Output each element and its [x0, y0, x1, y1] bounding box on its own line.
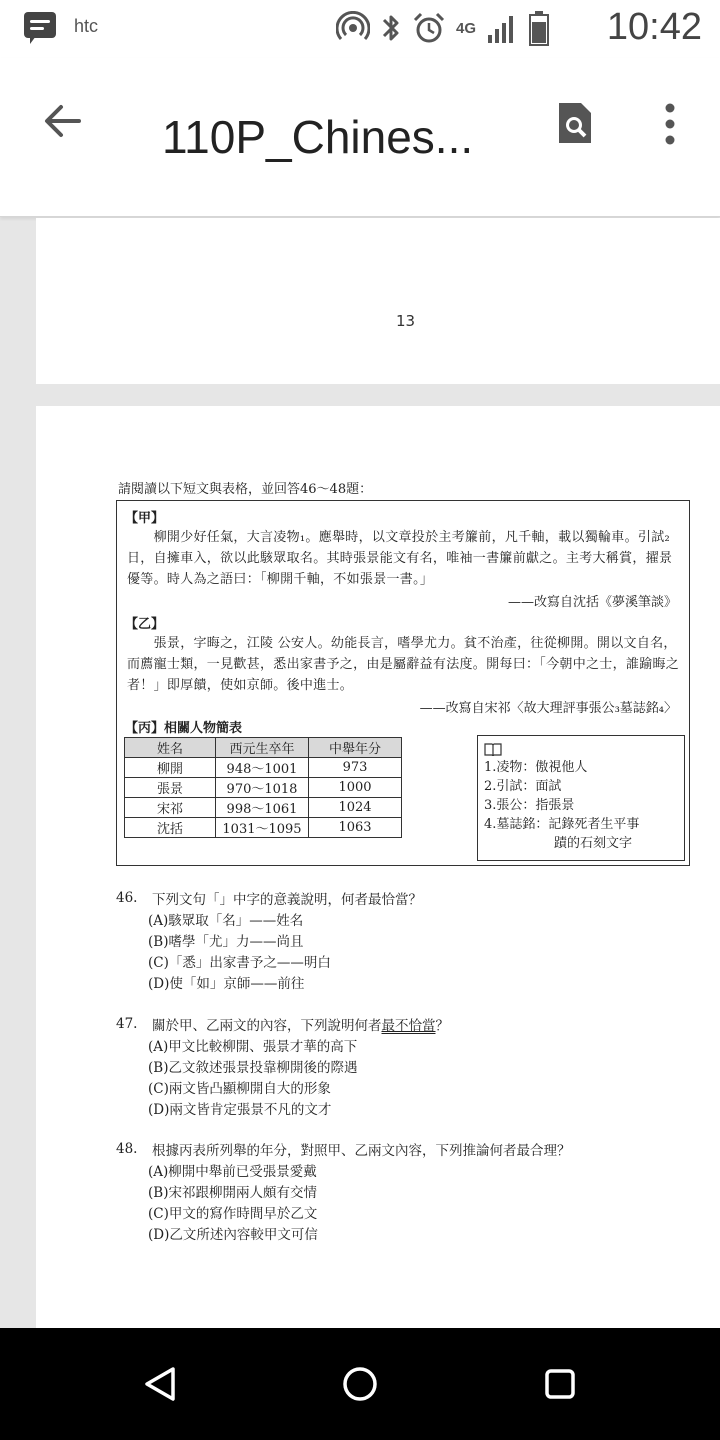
table-row — [125, 758, 402, 778]
instruction-text: 請閱讀以下短文與表格，並回答46～48題： — [118, 482, 373, 497]
note-item: 蹟的石刻文字 — [554, 836, 633, 851]
signal-icon — [486, 11, 518, 45]
back-arrow-icon[interactable] — [36, 94, 90, 148]
option-a: (A)甲文比較柳開、張景才華的高下 — [148, 1039, 358, 1055]
table-row — [125, 778, 402, 798]
option-c: (C)兩文皆凸顯柳開自大的形象 — [148, 1081, 331, 1097]
navigation-bar — [0, 1328, 720, 1440]
section-b-header: 【乙】 — [125, 617, 165, 632]
table-cell: 張景 — [125, 778, 216, 798]
page-number: 13 — [396, 312, 416, 330]
note-item: 3.張公：指張景 — [484, 798, 575, 813]
question-46 — [116, 890, 422, 995]
section-b-paragraph: 張景，字晦之，江陵 公安人。幼能長言，嗜學尤力。貧不治產，往從柳開。開以文自名，而薦寵士類，一見歡甚，悉出家書予之，由是屬辭益有法度。開每曰：「今朝中之士，誰踰晦之者！」即厚饋，使如京師。後中進士。 — [127, 636, 680, 693]
question-text: 根據丙表所列舉的年分，對照甲、乙兩文內容，下列推論何者最合理？ — [152, 1143, 571, 1159]
option-b: (B)宋祁跟柳開兩人頗有交情 — [148, 1185, 317, 1201]
option-b: (B)乙文敘述張景投靠柳開後的際遇 — [148, 1060, 358, 1076]
table-cell: 1000 — [309, 778, 402, 798]
more-vert-icon[interactable] — [648, 94, 692, 154]
recents-square-icon[interactable] — [536, 1360, 584, 1408]
table-row — [125, 818, 402, 838]
table-cell: 1031～1095 — [216, 818, 309, 838]
hotspot-icon — [336, 11, 370, 45]
reading-passage-box — [116, 500, 690, 866]
battery-icon — [528, 10, 550, 46]
note-item: 1.凌物：傲視他人 — [484, 760, 588, 775]
emphasis-text: 最不恰當 — [381, 1018, 436, 1034]
note-item: 4.墓誌銘：記錄死者生平事 — [484, 817, 640, 832]
section-a-paragraph: 柳開少好任氣，大言凌物₁。應舉時，以文章投於主考簾前，凡千軸，載以獨輪車。引試₂日，自擁車入，欲以此駭眾取名。其時張景能文有名，唯袖一書簾前獻之。主考大稱賞，擢景優等。時人為之語曰：「柳開千軸，不如張景一書。」 — [127, 530, 673, 587]
section-b-source: ——改寫自宋祁〈故大理評事張公₃墓誌銘₄〉 — [419, 701, 677, 716]
table-header: 中舉年分 — [309, 738, 402, 758]
pdf-page-13 — [36, 218, 720, 384]
table-cell: 948～1001 — [216, 758, 309, 778]
question-47 — [116, 1016, 449, 1121]
book-icon — [484, 742, 502, 756]
option-d: (D)乙文所述內容較甲文可信 — [148, 1227, 318, 1243]
table-cell: 1063 — [309, 818, 402, 838]
question-number: 46. — [116, 890, 138, 906]
option-c: (C)甲文的寫作時間早於乙文 — [148, 1206, 318, 1222]
notes-box — [477, 735, 685, 861]
table-cell: 1024 — [309, 798, 402, 818]
back-triangle-icon[interactable] — [136, 1360, 184, 1408]
option-d: (D)兩文皆肯定張景不凡的文才 — [148, 1102, 332, 1118]
table-header: 姓名 — [125, 738, 216, 758]
option-c: (C)「悉」出家書予之——明白 — [148, 955, 331, 971]
section-a-header: 【甲】 — [125, 511, 165, 526]
people-table — [124, 737, 402, 838]
table-header: 西元生卒年 — [216, 738, 309, 758]
table-cell: 柳開 — [125, 758, 216, 778]
alarm-icon — [412, 11, 446, 45]
status-bar — [0, 0, 720, 58]
option-d: (D)使「如」京師——前往 — [148, 976, 305, 992]
question-48 — [116, 1141, 571, 1246]
carrier-label: htc — [74, 16, 99, 36]
bluetooth-icon — [380, 11, 402, 45]
table-row — [125, 798, 402, 818]
table-header-row — [125, 738, 402, 758]
question-text: 下列文句「」中字的意義說明，何者最恰當？ — [152, 892, 422, 908]
table-cell: 宋祁 — [125, 798, 216, 818]
option-a: (A)柳開中舉前已受張景愛戴 — [148, 1164, 317, 1180]
table-cell: 沈括 — [125, 818, 216, 838]
question-number: 48. — [116, 1141, 138, 1157]
option-a: (A)駭眾取「名」——姓名 — [148, 913, 304, 929]
table-cell: 998～1061 — [216, 798, 309, 818]
clock: 10:42 — [606, 6, 702, 48]
home-circle-icon[interactable] — [336, 1360, 384, 1408]
table-cell: 970～1018 — [216, 778, 309, 798]
table-cell: 973 — [309, 758, 402, 778]
document-search-icon[interactable] — [548, 96, 602, 150]
document-title: 110P_Chines... — [162, 111, 474, 163]
question-text: 關於甲、乙兩文的內容，下列說明何者最不恰當？ — [152, 1018, 449, 1034]
question-number: 47. — [116, 1016, 138, 1032]
network-type-label: 4G — [456, 19, 477, 37]
section-a-source: ——改寫自沈括《夢溪筆談》 — [507, 595, 677, 610]
pdf-page-14 — [36, 406, 720, 1330]
note-item: 2.引試：面試 — [484, 779, 562, 794]
section-c-header: 【丙】相關人物簡表 — [125, 721, 243, 736]
option-b: (B)嗜學「尤」力——尚且 — [148, 934, 304, 950]
app-bar — [0, 58, 720, 217]
